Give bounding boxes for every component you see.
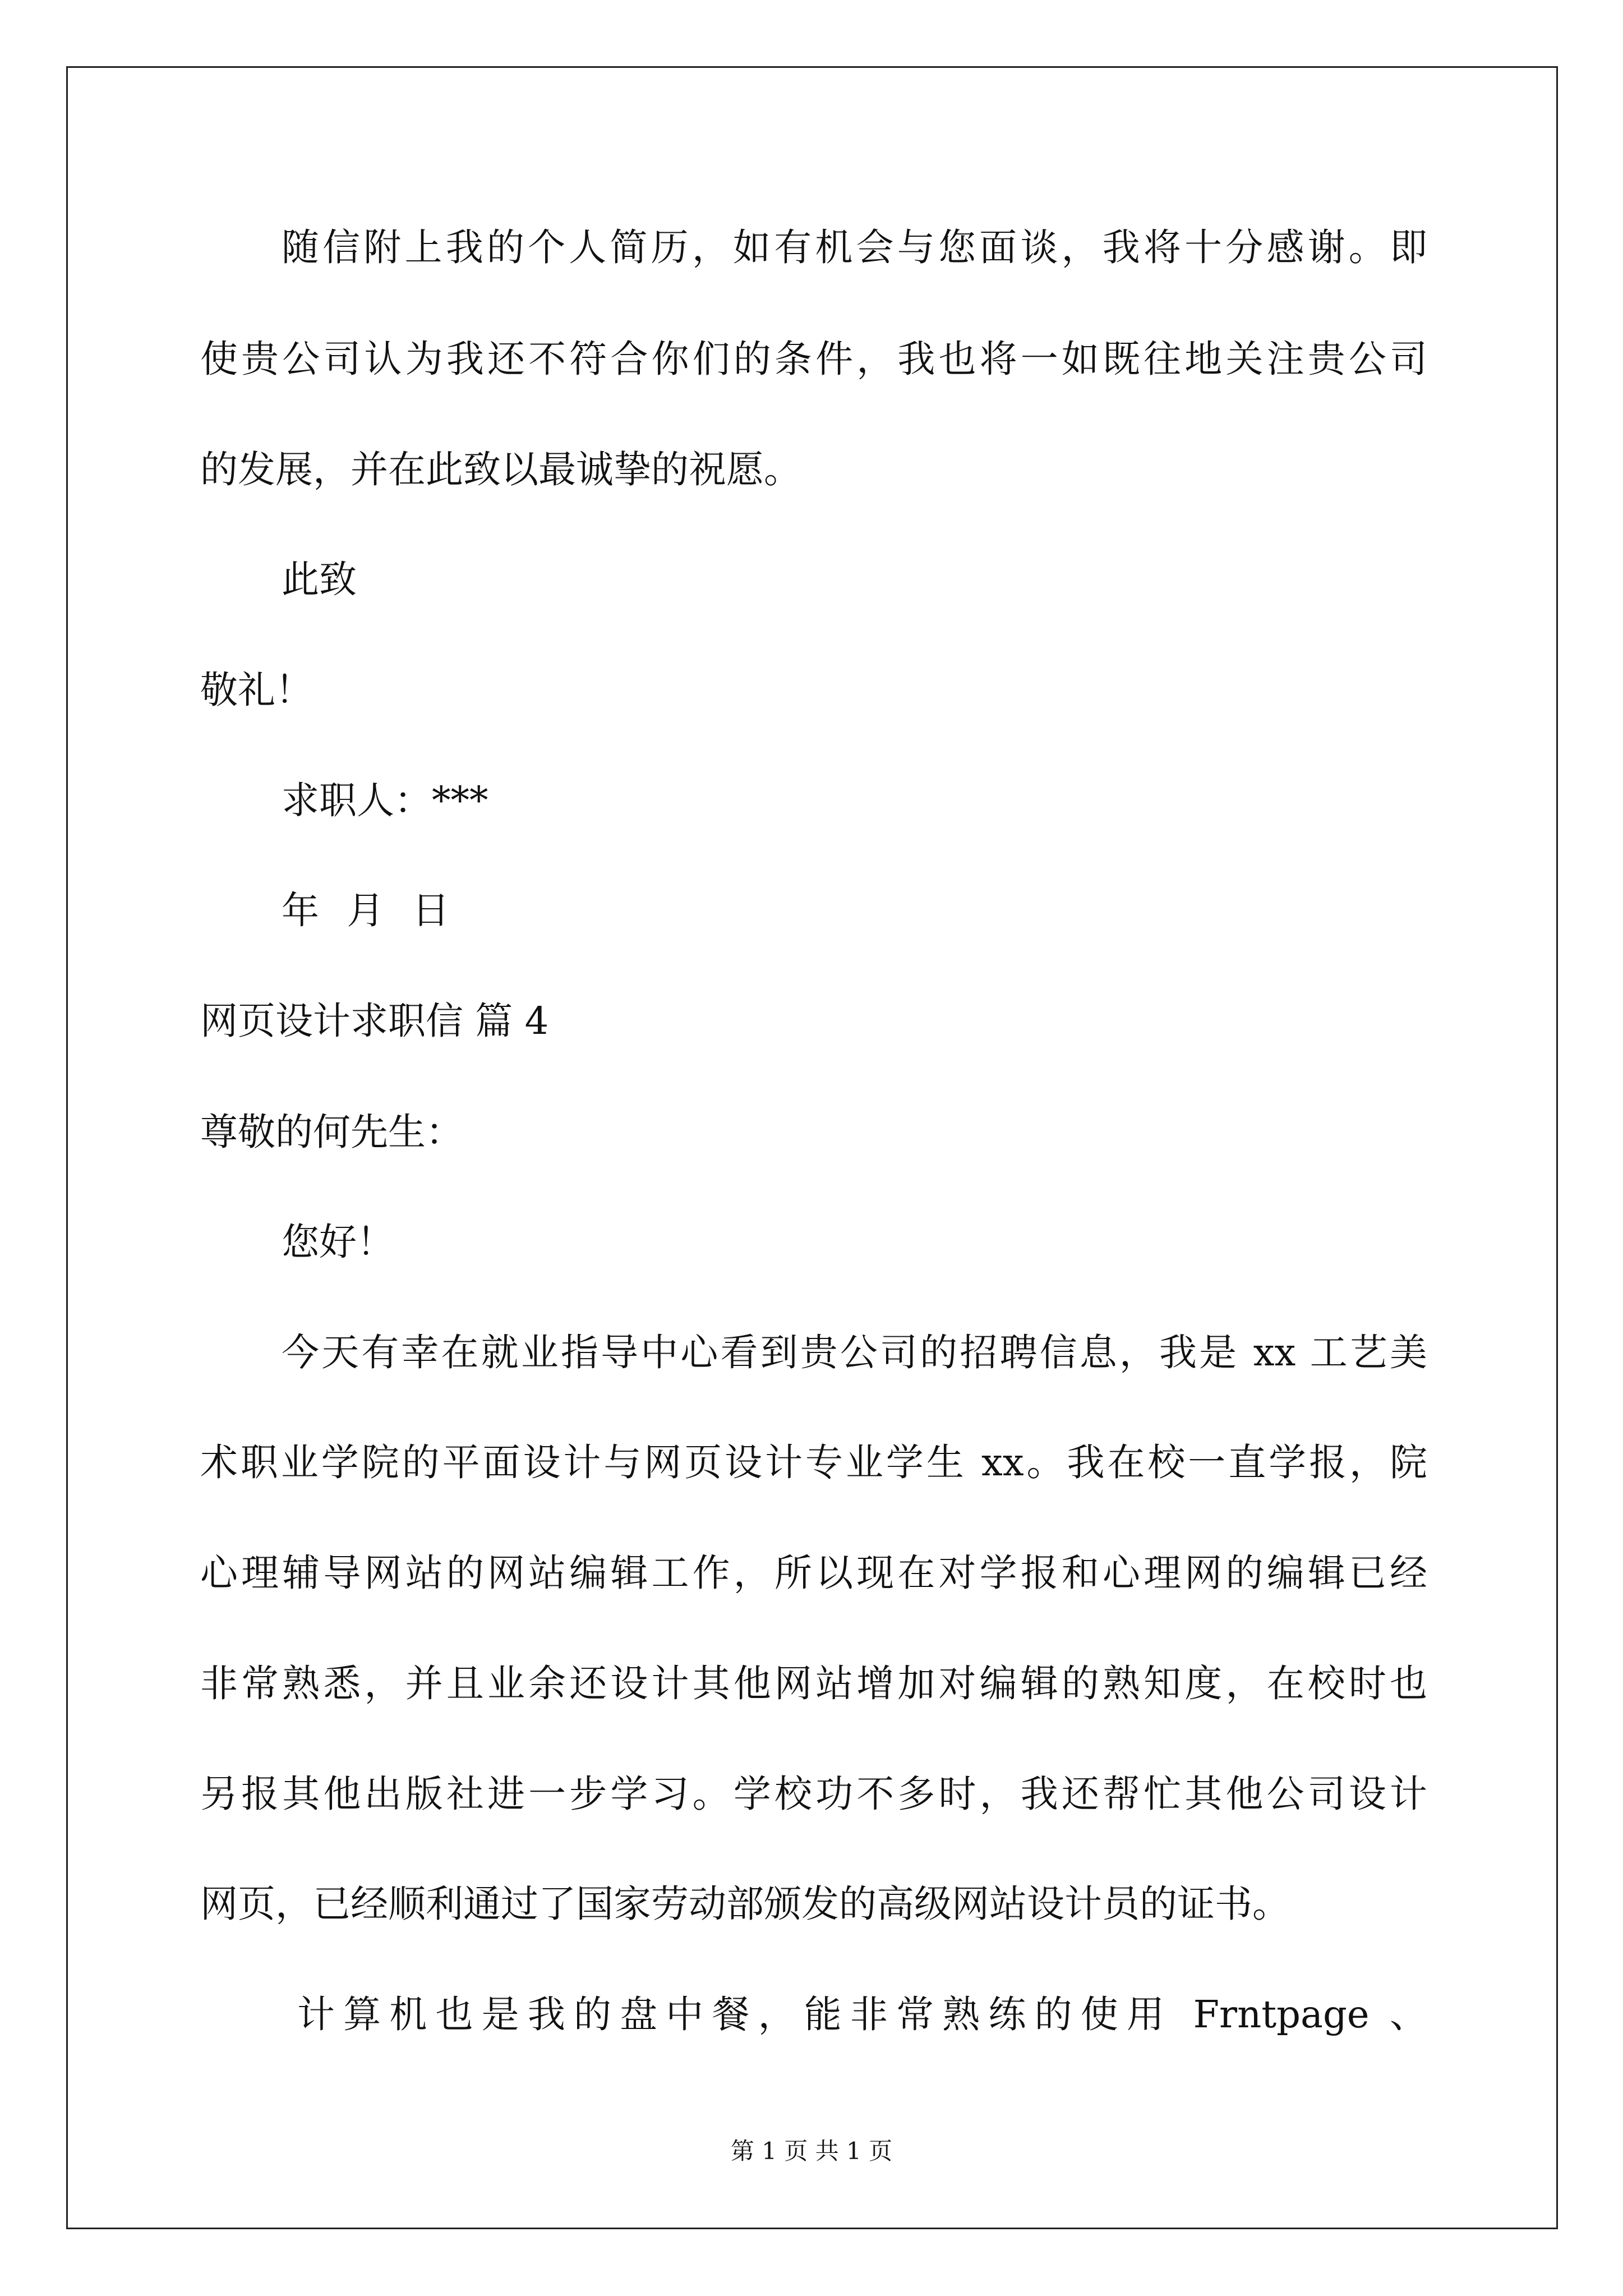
paragraph-line: 网页，已经顺利通过了国家劳动部颁发的高级网站设计员的证书。 (200, 1882, 1290, 1926)
section-heading: 网页设计求职信 篇 4 (200, 999, 549, 1043)
paragraph-line: 使贵公司认为我还不符合你们的条件，我也将一如既往地关注贵公司 (200, 337, 1427, 381)
paragraph-line: 非常熟悉，并且业余还设计其他网站增加对编辑的熟知度，在校时也 (200, 1662, 1427, 1705)
paragraph-line: 术职业学院的平面设计与网页设计专业学生 xx。我在校一直学报，院 (200, 1441, 1427, 1484)
paragraph-line: 计算机也是我的盘中餐，能非常熟练的使用 Frntpage 、 (297, 1993, 1427, 2036)
closing-salutation: 此致 (282, 558, 357, 601)
date-line: 年 月 日 (282, 889, 450, 932)
closing-regards: 敬礼！ (200, 668, 313, 712)
paragraph-line: 的发展，并在此致以最诚挚的祝愿。 (200, 448, 801, 491)
page-footer: 第 1 页 共 1 页 (730, 2137, 893, 2165)
letter-greeting: 尊敬的何先生： (200, 1110, 463, 1154)
paragraph-line: 今天有幸在就业指导中心看到贵公司的招聘信息，我是 xx 工艺美 (282, 1331, 1427, 1374)
letter-hello: 您好！ (282, 1220, 394, 1264)
applicant-signature: 求职人：*** (282, 779, 488, 822)
paragraph-line: 心理辅导网站的网站编辑工作，所以现在对学报和心理网的编辑已经 (200, 1551, 1427, 1595)
paragraph-line: 随信附上我的个人简历，如有机会与您面谈，我将十分感谢。即 (282, 226, 1427, 269)
paragraph-line: 另报其他出版社进一步学习。学校功不多时，我还帮忙其他公司设计 (200, 1772, 1427, 1816)
